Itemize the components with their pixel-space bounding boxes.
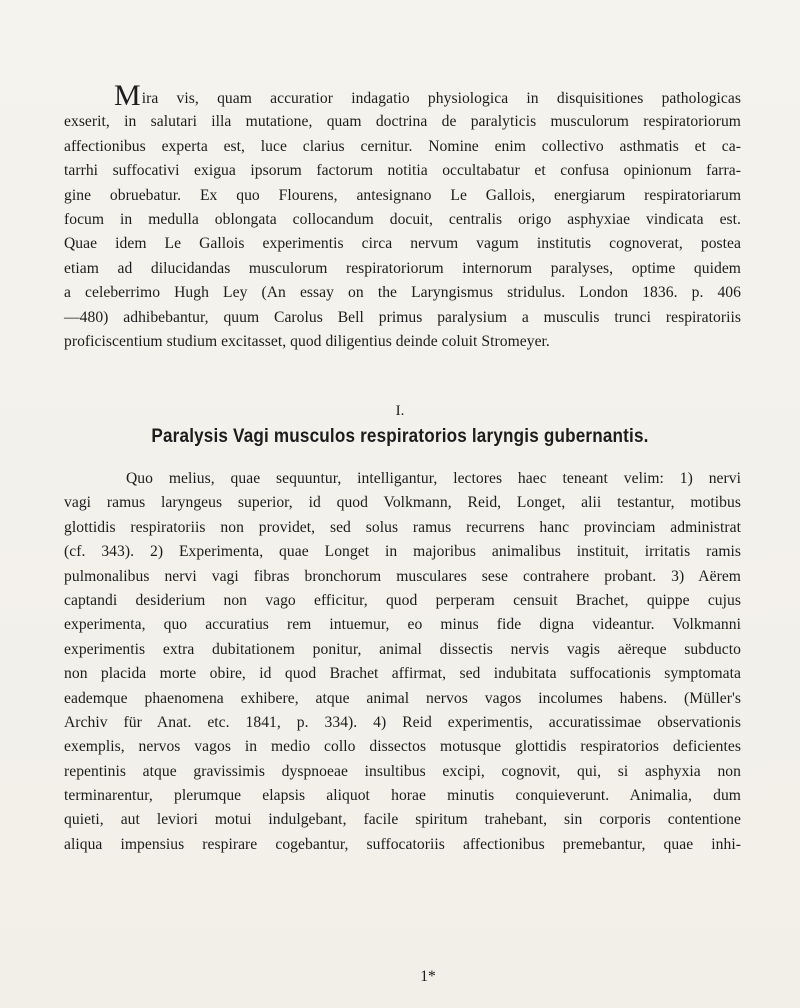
text-line: terminarentur, plerumque elapsis aliquot horae minutis conquieverunt. Animalia, dum (64, 787, 741, 805)
text-line: pulmonalibus nervi vagi fibras bronchorum musculares sese contrahere probant. 3) Aërem (64, 567, 741, 585)
text-line: tarrhi suffocativi exigua ipsorum factorum notitia occultabatur et confusa opinionum farra- (64, 162, 741, 180)
body-paragraph (64, 467, 741, 857)
signature-mark: 1* (420, 968, 436, 985)
text-line: Quae idem Le Gallois experimentis circa nervum vagum institutis cognoverat, postea (64, 235, 741, 253)
text-line: experimentis extra dubitationem ponitur, animal dissectis nervis vagis aëreque subducto (64, 640, 741, 658)
text-line: exserit, in salutari illa mutatione, quam doctrina de paralyticis musculorum respiratoriorum (64, 113, 741, 131)
text-line: focum in medulla oblongata collocandum docuit, centralis origo asphyxiae vindicata est. (64, 210, 741, 228)
text-line: a celeberrimo Hugh Ley (An essay on the Laryngismus stridulus. London 1836. p. 406 (64, 284, 741, 302)
section-number: I. (395, 403, 405, 419)
section-heading: Paralysis Vagi musculos respiratorios laryngis gubernantis. (151, 426, 649, 447)
text-line: quieti, aut leviori motui indulgebant, facile spiritum trahebant, sin corporis contentione (64, 811, 741, 829)
text-line: (cf. 343). 2) Experimenta, quae Longet in majoribus animalibus instituit, irritatis ramis (64, 543, 741, 561)
text-line: aliqua impensius respirare cogebantur, suffocatoriis affectionibus premebantur, quae inhi- (64, 835, 741, 853)
text-line: —480) adhibebantur, quum Carolus Bell primus paralysium a musculis trunci respiratoriis (64, 308, 741, 326)
text-line: eademque phaenomena exhibere, atque animal nervos vagos incolumes habens. (Müller's (64, 689, 741, 707)
text-line: non placida morte obire, id quod Brachet affirmat, sed indubitata suffocationis symptomata (64, 665, 741, 683)
text-line: Quo melius, quae sequuntur, intelligantur, lectores haec teneant velim: 1) nervi (126, 470, 741, 487)
text-line: exemplis, nervos vagos in medio collo dissectos motusque glottidis respiratorios deficientes (64, 738, 741, 756)
text-line: captandi desiderium non vago efficitur, quod perperam censuit Brachet, quippe cujus (64, 591, 741, 609)
text-line: etiam ad dilucidandas musculorum respiratoriorum internorum paralyses, optime quidem (64, 259, 741, 277)
text-line: Mira vis, quam accuratior indagatio physiologica in disquisitiones pathologicas (114, 79, 741, 112)
text-line: proficiscentium studium excitasset, quod diligentius deinde coluit Stromeyer. (64, 332, 550, 350)
text-line: Archiv für Anat. etc. 1841, p. 334). 4) Reid experimentis, accuratissimae observationis (64, 713, 741, 731)
drop-initial: M (114, 79, 141, 112)
text-line: vagi ramus laryngeus superior, id quod Volkmann, Reid, Longet, alii testantur, motibus (64, 494, 741, 512)
text-line: gine obruebatur. Ex quo Flourens, antesignano Le Gallois, energiarum respiratoriarum (64, 186, 741, 204)
intro-paragraph (64, 79, 741, 354)
text-line: experimenta, quo accuratius rem intuemur, eo minus fide digna videantur. Volkmanni (64, 616, 741, 634)
text-line: repentinis atque gravissimis dyspnoeae insultibus excipi, cognovit, qui, si asphyxia non (64, 762, 741, 780)
text-line: glottidis respiratoriis non providet, sed solus ramus recurrens hanc provinciam administrat (64, 518, 741, 536)
text-line: affectionibus experta est, luce clarius cernitur. Nomine enim collectivo asthmatis et ca- (64, 137, 741, 155)
